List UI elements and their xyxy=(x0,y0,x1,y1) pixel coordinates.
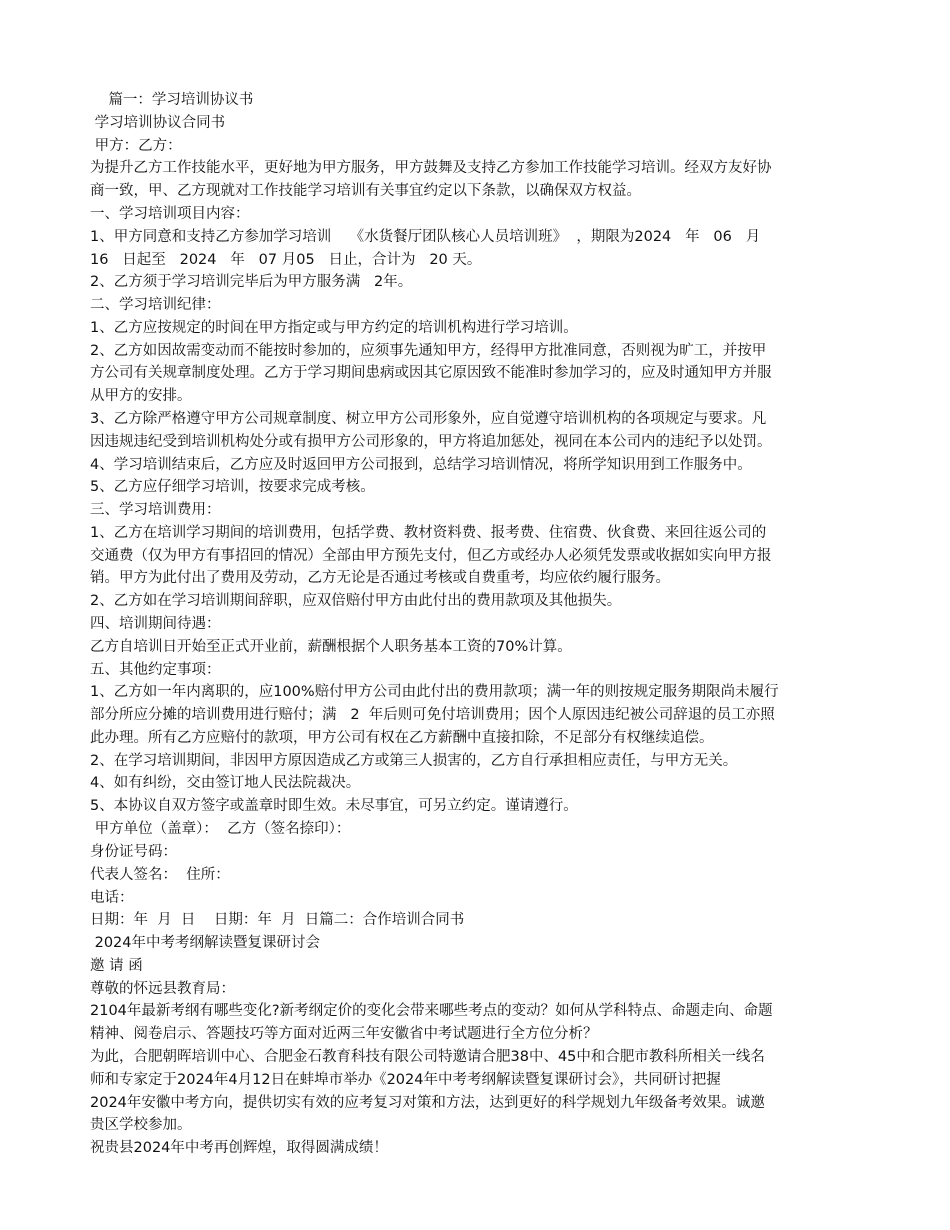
document-line: 1、甲方同意和支持乙方参加学习培训 《水货餐厅团队核心人员培训班》 ，期限为2024 年 06 月 xyxy=(90,229,761,245)
document-line: 四、培训期间待遇： xyxy=(90,616,221,632)
document-line: 1、乙方在培训学习期间的培训费用，包括学费、教材资料费、报考费、住宿费、伙食费、来回往返公司的 xyxy=(90,525,767,541)
document-line: 师和专家定于2024年4月12日在蚌埠市举办《2024年中考考纲解读暨复课研讨会》，共同研讨把握 xyxy=(90,1072,721,1088)
document-line: 尊敬的怀远县教育局： xyxy=(90,981,235,997)
document-line: 代表人签名： 住所： xyxy=(90,867,230,883)
document-line: 交通费（仅为甲方有事招回的情况）全部由甲方预先支付，但乙方或经办人必须凭发票或收据如实向甲方报 xyxy=(90,548,772,564)
document-line: 1、乙方如一年内离职的，应100%赔付甲方公司由此付出的费用款项；满一年的则按规定服务期限尚未履行 xyxy=(90,684,779,700)
document-line: 甲方：乙方： xyxy=(90,138,182,154)
document-line: 部分所应分摊的培训费用进行赔付；满 2 年后则可免付培训费用；因个人原因违纪被公司辞退的员工亦照 xyxy=(90,707,775,723)
document-line: 3、乙方除严格遵守甲方公司规章制度、树立甲方公司形象外，应自觉遵守培训机构的各项规定与要求。凡 xyxy=(90,411,767,427)
document-line: 2024年中考考纲解读暨复课研讨会 xyxy=(90,935,321,951)
document-line: 2、在学习培训期间，非因甲方原因造成乙方或第三人损害的，乙方自行承担相应责任，与甲方无关。 xyxy=(90,753,738,769)
document-line: 日期：年 月 日 日期：年 月 日篇二：合作培训合同书 xyxy=(90,912,465,928)
document-line: 因违规违纪受到培训机构处分或有损甲方公司形象的，甲方将追加惩处，视同在本公司内的违纪予以处罚。 xyxy=(90,434,772,450)
document-line: 2104年最新考纲有哪些变化?新考纲定价的变化会带来哪些考点的变动？如何从学科特点、命题走向、命题 xyxy=(90,1003,773,1019)
document-line: 2、乙方须于学习培训完毕后为甲方服务满 2年。 xyxy=(90,274,413,290)
document-line: 身份证号码： xyxy=(90,844,177,860)
document-line: 从甲方的安排。 xyxy=(90,388,192,404)
document-line: 篇一：学习培训协议书 xyxy=(90,92,254,108)
document-line: 2、乙方如在学习培训期间辞职，应双倍赔付甲方由此付出的费用款项及其他损失。 xyxy=(90,593,622,609)
document-line: 5、乙方应仔细学习培训，按要求完成考核。 xyxy=(90,479,375,495)
document-line: 一、学习培训项目内容： xyxy=(90,206,250,222)
document-line: 五、其他约定事项： xyxy=(90,662,221,678)
document-line: 5、本协议自双方签字或盖章时即生效。未尽事宜，可另立约定。谨请遵行。 xyxy=(90,798,578,814)
document-line: 祝贵县2024年中考再创辉煌，取得圆满成绩！ xyxy=(90,1140,388,1156)
document-line: 为此，合肥朝晖培训中心、合肥金石教育科技有限公司特邀请合肥38中、45中和合肥市教科所相关一线名 xyxy=(90,1049,765,1065)
document-line: 方公司有关规章制度处理。乙方于学习期间患病或因其它原因致不能准时参加学习的，应及时通知甲方并服 xyxy=(90,365,772,381)
document-line: 贵区学校参加。 xyxy=(90,1117,192,1133)
document-line: 1、乙方应按规定的时间在甲方指定或与甲方约定的培训机构进行学习培训。 xyxy=(90,320,578,336)
document-line: 2024年安徽中考方向，提供切实有效的应考复习对策和方法，达到更好的科学规划九年级备考效果。诚邀 xyxy=(90,1095,765,1111)
document-line: 学习培训协议合同书 xyxy=(90,115,226,131)
document-line: 甲方单位（盖章）： 乙方（签名捺印）： xyxy=(90,821,351,837)
document-line: 乙方自培训日开始至正式开业前，薪酬根据个人职务基本工资的70%计算。 xyxy=(90,639,572,655)
document-line: 16 日起至 2024 年 07 月05 日止，合计为 20 天。 xyxy=(90,252,482,268)
document-line: 4、学习培训结束后，乙方应及时返回甲方公司报到，总结学习培训情况，将所学知识用到工作服务中。 xyxy=(90,457,752,473)
document-line: 为提升乙方工作技能水平，更好地为甲方服务，甲方鼓舞及支持乙方参加工作技能学习培训。经双方友好协 xyxy=(90,160,772,176)
document-line: 邀 请 函 xyxy=(90,958,143,974)
document-line: 销。甲方为此付出了费用及劳动，乙方无论是否通过考核或自费重考，均应依约履行服务。 xyxy=(90,570,670,586)
document-line: 商一致，甲、乙方现就对工作技能学习培训有关事宜约定以下条款，以确保双方权益。 xyxy=(90,183,641,199)
document-line: 2、乙方如因故需变动而不能按时参加的，应须事先通知甲方，经得甲方批准同意，否则视为旷工，并按甲 xyxy=(90,343,767,359)
document-line: 4、如有纠纷，交由签订地人民法院裁决。 xyxy=(90,775,361,791)
document-line: 此办理。所有乙方应赔付的款项，甲方公司有权在乙方薪酬中直接扣除，不足部分有权继续追偿。 xyxy=(90,730,714,746)
document-line: 三、学习培训费用： xyxy=(90,502,221,518)
document-line: 电话： xyxy=(90,890,134,906)
document-line: 精神、阅卷启示、答题技巧等方面对近两三年安徽省中考试题进行全方位分析？ xyxy=(90,1026,598,1042)
document-line: 二、学习培训纪律： xyxy=(90,297,221,313)
